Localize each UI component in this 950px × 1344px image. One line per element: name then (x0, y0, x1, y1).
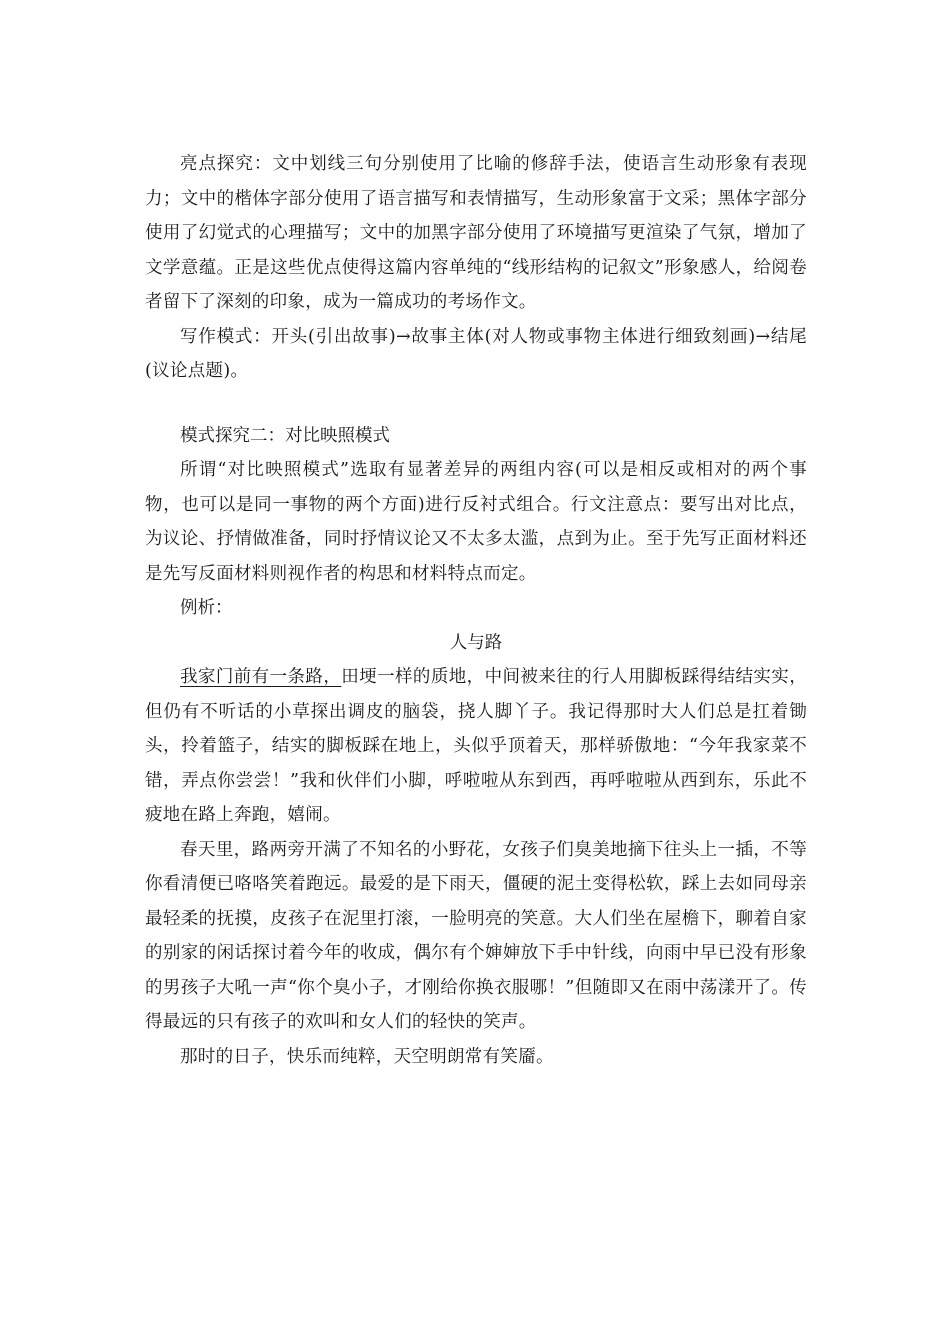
essay-paragraph-2: 春天里，路两旁开满了不知名的小野花，女孩子们臭美地摘下往头上一插，不等你看清便已咯咯笑着跑远。最爱的是下雨天，僵硬的泥土变得松软，踩上去如同母亲最轻柔的抚摸，皮孩子在泥里打滚，一脸明亮的笑意。大人们坐在屋檐下，聊着自家的别家的闲话探讨着今年的收成，偶尔有个婶婶放下手中针线，向雨中早已没有形象的男孩子大吼一声“你个臭小子，才刚给你换衣服哪！”但随即又在雨中荡漾开了。传得最远的只有孩子的欢叫和女人们的轻快的笑声。 (145, 839, 807, 1032)
section-heading: 模式探究二：对比映照模式 (180, 425, 390, 446)
example-label: 例析： (180, 598, 233, 618)
underlined-sentence: 我家门前有一条路， (180, 667, 342, 687)
essay-title: 人与路 (449, 632, 503, 653)
document-page (145, 147, 807, 1074)
essay-paragraph-3: 那时的日子，快乐而纯粹，天空明朗常有笑靥。 (180, 1046, 554, 1067)
section-spacer (145, 389, 807, 419)
essay-paragraph-1-text: 田埂一样的质地，中间被来往的行人用脚板踩得结结实实，但仍有不听话的小草探出调皮的脑袋，挠人脚丫子。我记得那时大人们总是扛着锄头，拎着篮子，结实的脚板踩在地上，头似乎顶着天，那样骄傲地：“今年我家菜不错，弄点你尝尝！”我和伙伴们小脚，呼啦啦从东到西，再呼啦啦从西到东，乐此不疲地在路上奔跑，嬉闹。 (145, 667, 807, 825)
highlight-analysis-paragraph: 亮点探究：文中划线三句分别使用了比喻的修辞手法，使语言生动形象有表现力；文中的楷体字部分使用了语言描写和表情描写，生动形象富于文采；黑体字部分使用了幻觉式的心理描写；文中的加黑字部分使用了环境描写更渲染了气氛，增加了文学意蕴。正是这些优点使得这篇内容单纯的“线形结构的记叙文”形象感人，给阅卷者留下了深刻的印象，成为一篇成功的考场作文。 (145, 154, 807, 312)
mode-description-paragraph: 所谓“对比映照模式”选取有显著差异的两组内容(可以是相反或相对的两个事物，也可以是同一事物的两个方面)进行反衬式组合。行文注意点：要写出对比点，为议论、抒情做准备，同时抒情议论又不太多太滥，点到为止。至于先写正面材料还是先写反面材料则视作者的构思和材料特点而定。 (145, 460, 807, 584)
essay-paragraph-1 (145, 660, 807, 833)
writing-mode-paragraph: 写作模式：开头(引出故事)→故事主体(对人物或事物主体进行细致刻画)→结尾(议论点题)。 (145, 326, 807, 381)
